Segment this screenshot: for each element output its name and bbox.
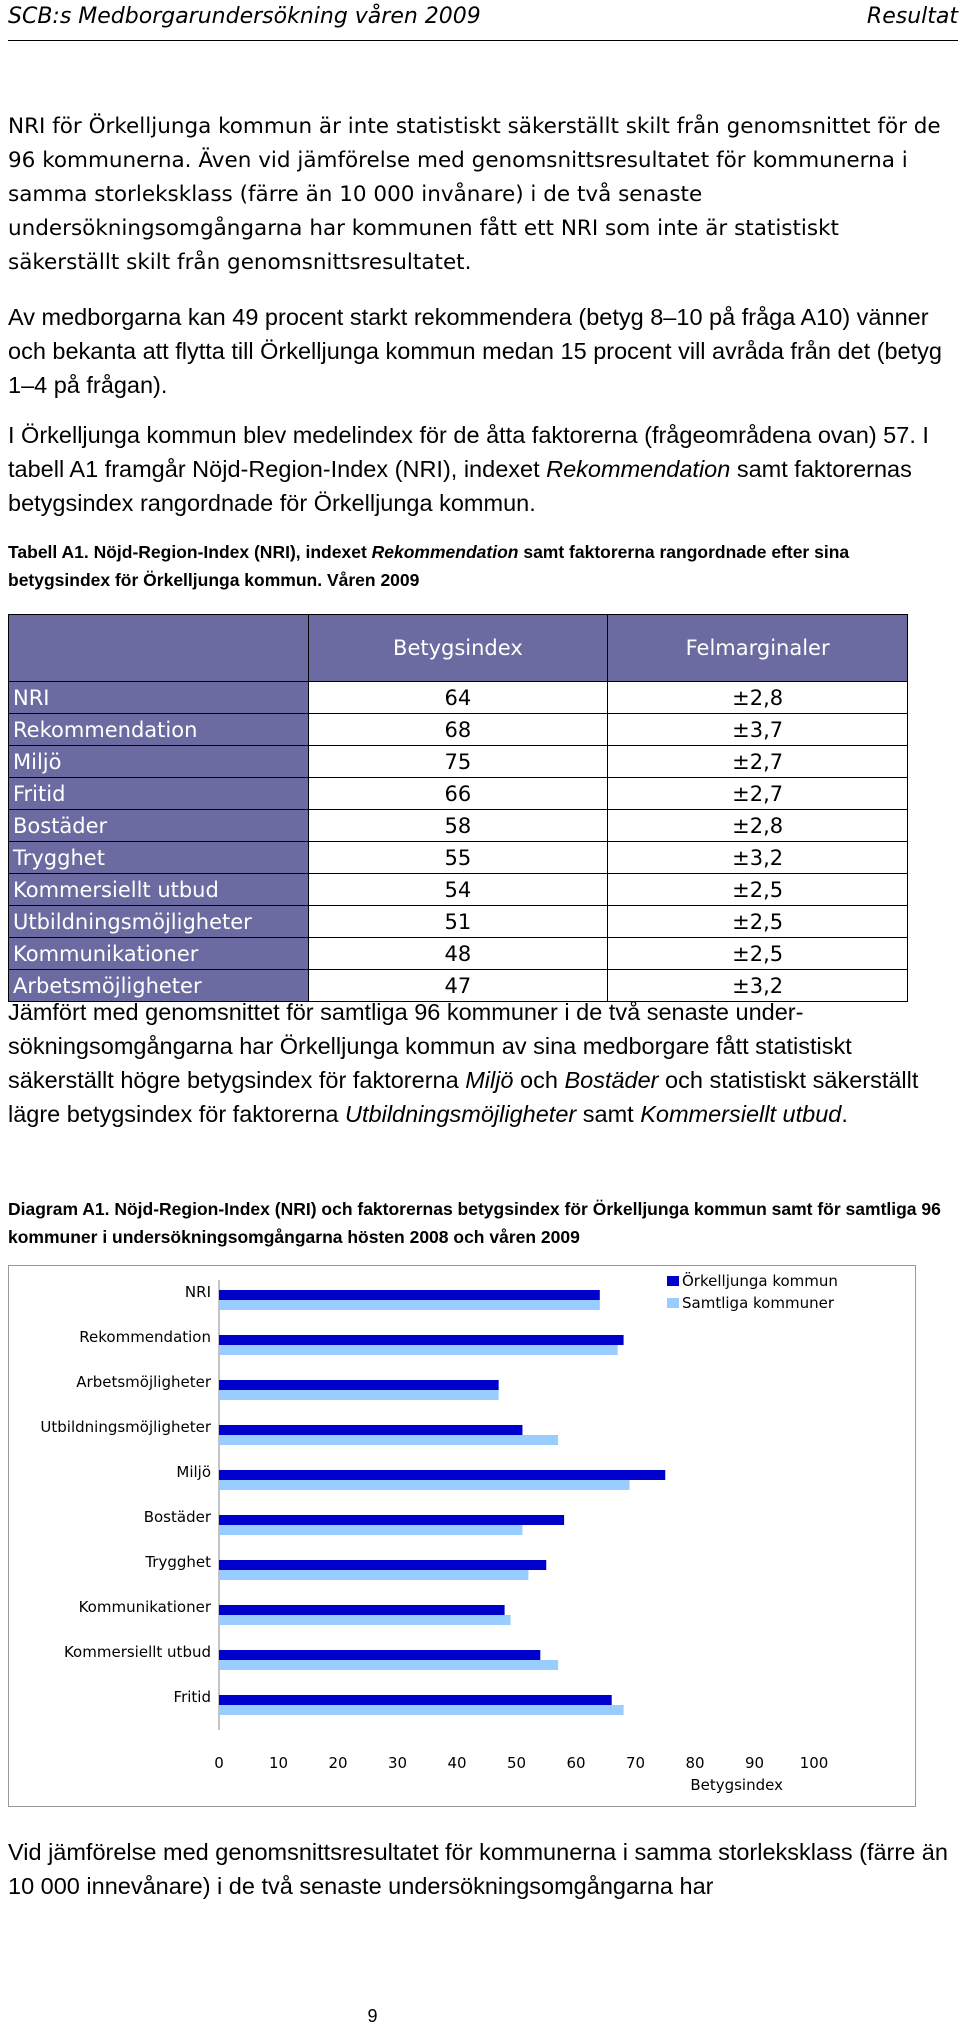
table-row bbox=[9, 842, 908, 874]
x-tick-label: 60 bbox=[566, 1754, 586, 1772]
betygsindex-cell: 51 bbox=[308, 906, 608, 938]
emphasis: Utbildningsmöjligheter bbox=[345, 1101, 577, 1127]
bar-orkelljunga bbox=[219, 1425, 522, 1435]
index-table bbox=[8, 614, 908, 1002]
bar-chart bbox=[8, 1265, 916, 1807]
felmarginal-cell: ±2,5 bbox=[608, 938, 908, 970]
row-label: Rekommendation bbox=[9, 714, 309, 746]
bar-samtliga bbox=[219, 1615, 511, 1625]
paragraph-storleksklass: Vid jämförelse med genomsnittsresultatet för kommunerna i samma storleksklass (färre än 10 000 innevånare) i de två senaste undersökningsomgångarna har bbox=[8, 1839, 948, 1899]
row-label: Utbildningsmöjligheter bbox=[9, 906, 309, 938]
row-label: Trygghet bbox=[9, 842, 309, 874]
bar-orkelljunga bbox=[219, 1650, 540, 1660]
felmarginal-cell: ±3,2 bbox=[608, 970, 908, 1002]
table-row bbox=[9, 682, 908, 714]
category-label: Rekommendation bbox=[79, 1328, 211, 1346]
table-caption bbox=[8, 538, 953, 594]
chart-svg bbox=[9, 1266, 915, 1806]
x-tick-label: 100 bbox=[799, 1754, 829, 1772]
legend-swatch bbox=[667, 1298, 679, 1308]
betygsindex-cell: 48 bbox=[308, 938, 608, 970]
bar-orkelljunga bbox=[219, 1335, 624, 1345]
text-segment: och statistiskt säkerställt lägre betygsindex för faktorerna bbox=[8, 1067, 919, 1127]
bar-orkelljunga bbox=[219, 1380, 499, 1390]
bar-orkelljunga bbox=[219, 1515, 564, 1525]
text-segment: . bbox=[841, 1101, 848, 1127]
betygsindex-cell: 64 bbox=[308, 682, 608, 714]
felmarginal-cell: ±2,8 bbox=[608, 682, 908, 714]
bar-samtliga bbox=[219, 1525, 522, 1535]
page-header bbox=[8, 0, 958, 41]
felmarginal-cell: ±2,8 bbox=[608, 810, 908, 842]
text-segment: Tabell A1. Nöjd-Region-Index (NRI), indexet bbox=[8, 542, 372, 562]
felmarginal-cell: ±3,7 bbox=[608, 714, 908, 746]
felmarginal-cell: ±3,2 bbox=[608, 842, 908, 874]
table-row bbox=[9, 778, 908, 810]
x-tick-label: 80 bbox=[685, 1754, 705, 1772]
emphasis: Kommersiellt utbud bbox=[640, 1101, 842, 1127]
bar-samtliga bbox=[219, 1345, 618, 1355]
betygsindex-cell: 54 bbox=[308, 874, 608, 906]
bar-samtliga bbox=[219, 1480, 630, 1490]
paragraph-comparison bbox=[8, 995, 953, 1131]
legend-label: Samtliga kommuner bbox=[682, 1294, 834, 1312]
x-tick-label: 0 bbox=[214, 1754, 224, 1772]
betygsindex-cell: 55 bbox=[308, 842, 608, 874]
row-label: Fritid bbox=[9, 778, 309, 810]
text-segment: och bbox=[513, 1067, 565, 1093]
betygsindex-cell: 47 bbox=[308, 970, 608, 1002]
text-segment: I Örkelljunga kommun blev medelindex för de åtta faktorerna (frågeområdena ovan) 57. I tabell A1 framgår Nöjd-Region-Index (NRI), indexet bbox=[8, 422, 929, 482]
emphasis: Miljö bbox=[465, 1067, 514, 1093]
section-title: Resultat bbox=[866, 4, 958, 29]
table-row bbox=[9, 938, 908, 970]
text-segment: samt faktorerna rangordnade efter sina betygsindex för Örkelljunga kommun. Våren 2009 bbox=[8, 542, 850, 590]
bar-samtliga bbox=[219, 1435, 558, 1445]
row-label: Bostäder bbox=[9, 810, 309, 842]
row-label: Kommunikationer bbox=[9, 938, 309, 970]
betygsindex-cell: 58 bbox=[308, 810, 608, 842]
bar-orkelljunga bbox=[219, 1695, 612, 1705]
table-row bbox=[9, 810, 908, 842]
table-row bbox=[9, 906, 908, 938]
row-label: Kommersiellt utbud bbox=[9, 874, 309, 906]
emphasis: Rekommendation bbox=[546, 456, 731, 482]
category-label: NRI bbox=[184, 1283, 211, 1301]
bar-orkelljunga bbox=[219, 1605, 505, 1615]
x-tick-label: 90 bbox=[744, 1754, 765, 1772]
emphasis: Rekommendation bbox=[371, 542, 519, 562]
paragraph-recommendation: Av medborgarna kan 49 procent starkt rekommendera (betyg 8–10 på fråga A10) vänner och bekanta att flytta till Örkelljunga kommun medan 15 procent vill avråda från det (betyg 1–4 på frågan). bbox=[8, 304, 942, 398]
row-label: NRI bbox=[9, 682, 309, 714]
table-header-row bbox=[9, 615, 908, 682]
category-label: Kommersiellt utbud bbox=[63, 1643, 211, 1661]
category-label: Kommunikationer bbox=[78, 1598, 211, 1616]
category-label: Bostäder bbox=[143, 1508, 211, 1526]
bar-samtliga bbox=[219, 1390, 499, 1400]
legend-label: Örkelljunga kommun bbox=[682, 1272, 838, 1290]
table-header-cell: Betygsindex bbox=[308, 615, 608, 682]
row-label: Arbetsmöjligheter bbox=[9, 970, 309, 1002]
paragraph-nri-summary: NRI för Örkelljunga kommun är inte statistiskt säkerställt skilt från genomsnittet för de 96 kommunerna. Även vid jämförelse med genomsnittsresultatet för kommunerna i samma storleksklass (färre än 10 000 invånare) i de två senaste undersökningsomgångarna har kommunen fått ett NRI som inte är statistiskt säkerställt skilt från genomsnittsresultatet. bbox=[8, 114, 941, 275]
row-label: Miljö bbox=[9, 746, 309, 778]
bar-samtliga bbox=[219, 1705, 624, 1715]
bar-samtliga bbox=[219, 1300, 600, 1310]
legend-swatch bbox=[667, 1276, 679, 1286]
bar-orkelljunga bbox=[219, 1560, 546, 1570]
category-label: Utbildningsmöjligheter bbox=[40, 1418, 211, 1436]
text-segment: samt faktorernas betygsindex rangordnade för Örkelljunga kommun. bbox=[8, 456, 912, 516]
bar-orkelljunga bbox=[219, 1470, 665, 1480]
category-label: Miljö bbox=[176, 1463, 211, 1481]
bar-samtliga bbox=[219, 1570, 528, 1580]
table-row bbox=[9, 714, 908, 746]
felmarginal-cell: ±2,7 bbox=[608, 778, 908, 810]
category-label: Fritid bbox=[173, 1688, 211, 1706]
x-tick-label: 40 bbox=[447, 1754, 467, 1772]
table-header-cell: Felmarginaler bbox=[608, 615, 908, 682]
bar-samtliga bbox=[219, 1660, 558, 1670]
table-row bbox=[9, 746, 908, 778]
table-row bbox=[9, 874, 908, 906]
page-number: 9 bbox=[367, 2006, 378, 2026]
betygsindex-cell: 75 bbox=[308, 746, 608, 778]
text-segment: samt bbox=[576, 1101, 641, 1127]
x-tick-label: 70 bbox=[625, 1754, 646, 1772]
diagram-caption: Diagram A1. Nöjd-Region-Index (NRI) och faktorernas betygsindex för Örkelljunga kommun samt för samtliga 96 kommuner i undersökningsomgångarna hösten 2008 och våren 2009 bbox=[8, 1199, 941, 1247]
x-tick-label: 50 bbox=[506, 1754, 527, 1772]
paragraph-medelindex bbox=[8, 418, 953, 520]
table-header-cell bbox=[9, 615, 309, 682]
felmarginal-cell: ±2,5 bbox=[608, 874, 908, 906]
x-tick-label: 30 bbox=[387, 1754, 408, 1772]
x-axis-label: Betygsindex bbox=[690, 1776, 783, 1794]
emphasis: Bostäder bbox=[564, 1067, 659, 1093]
betygsindex-cell: 66 bbox=[308, 778, 608, 810]
felmarginal-cell: ±2,7 bbox=[608, 746, 908, 778]
report-title: SCB:s Medborgarundersökning våren 2009 bbox=[8, 4, 481, 29]
x-tick-label: 20 bbox=[328, 1754, 348, 1772]
category-label: Arbetsmöjligheter bbox=[76, 1373, 211, 1391]
text-segment: Jämfört med genomsnittet för samtliga 96 kommuner i de två senaste under-sökningsomgångarna har Örkelljunga kommun av sina medborgare fått statistiskt säkerställt högre betygsindex för faktorerna bbox=[8, 999, 852, 1093]
felmarginal-cell: ±2,5 bbox=[608, 906, 908, 938]
category-label: Trygghet bbox=[145, 1553, 211, 1571]
x-tick-label: 10 bbox=[268, 1754, 289, 1772]
bar-orkelljunga bbox=[219, 1290, 600, 1300]
betygsindex-cell: 68 bbox=[308, 714, 608, 746]
